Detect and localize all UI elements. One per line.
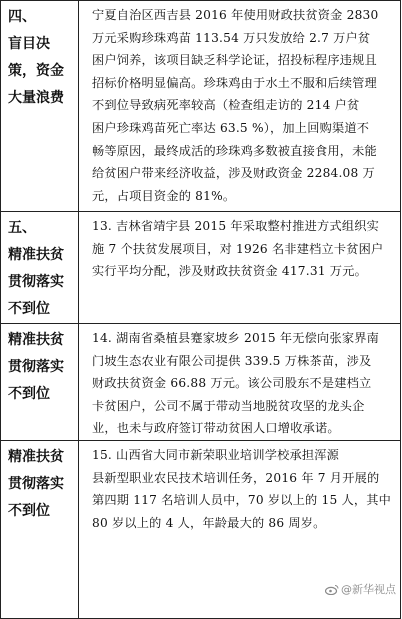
body-line: 施 7 个扶贫发展项目，对 1926 名非建档立卡贫困户	[92, 241, 384, 256]
weibo-icon	[325, 584, 339, 595]
body-line: 卡贫困户，公司不属于带动当地脱贫攻坚的龙头企	[92, 398, 365, 413]
body-line: 14. 湖南省桑植县蹇家坡乡 2015 年无偿向张家界南	[92, 331, 379, 345]
body-line: 业，也未与政府签订带动贫困人口增收承诺。	[92, 421, 340, 436]
category-line: 精准扶贫	[8, 247, 64, 263]
category-cell	[1, 440, 79, 618]
category-line: 不到位	[8, 502, 50, 519]
category-cell	[1, 1, 79, 212]
category-line: 策，资金	[8, 63, 64, 79]
category-line: 精准扶贫	[8, 448, 64, 465]
category-line: 贯彻落实	[8, 359, 64, 375]
category-line: 四、	[8, 9, 36, 25]
watermark	[325, 581, 396, 597]
body-line: 万元采购珍珠鸡苗 113.54 万只发放给 2.7 万户贫	[92, 30, 371, 45]
body-line: 给贫困户带来经济收益，涉及财政资金 2284.08 万	[92, 166, 375, 181]
body-line: 困户珍珠鸡苗死亡率达 63.5 %），加上回购渠道不	[92, 120, 370, 135]
body-cell	[79, 324, 401, 441]
body-line: 财政扶贫资金 66.88 万元。该公司股东不是建档立	[92, 376, 372, 391]
body-line: 实行平均分配，涉及财政扶贫资金 417.31 万元。	[92, 264, 367, 279]
body-line: 畅等原因，最终成活的珍珠鸡多数被直接食用，未能	[92, 143, 377, 158]
body-cell	[79, 212, 401, 324]
body-cell	[79, 1, 401, 212]
table-row	[1, 212, 401, 324]
category-line: 贯彻落实	[8, 475, 64, 492]
category-line: 贯彻落实	[8, 274, 64, 290]
category-line: 精准扶贫	[8, 332, 64, 348]
table-row	[1, 324, 401, 441]
body-line: 不到位导致病死率较高（检查组走访的 214 户贫	[92, 98, 360, 113]
watermark-text: @新华视点	[341, 583, 396, 596]
body-line: 县新型职业农民技术培训任务，2016 年 7 月开展的	[92, 470, 380, 485]
body-line: 第四期 117 名培训人员中，70 岁以上的 15 人，其中	[92, 493, 392, 508]
category-line: 五、	[8, 220, 36, 236]
body-line: 13. 吉林省靖宇县 2015 年采取整村推进方式组织实	[92, 219, 379, 233]
category-line: 不到位	[8, 301, 50, 317]
category-line: 大量浪费	[8, 90, 64, 106]
category-line: 不到位	[8, 386, 50, 402]
body-line: 元，占项目资金的 81%。	[92, 188, 236, 203]
category-cell	[1, 324, 79, 441]
category-cell	[1, 212, 79, 324]
table-row	[1, 1, 401, 212]
category-line: 盲目决	[8, 36, 50, 52]
body-line: 门坡生态农业有限公司提供 339.5 万株茶苗，涉及	[92, 353, 372, 368]
body-line: 80 岁以上的 4 人，年龄最大的 86 周岁。	[92, 515, 326, 530]
body-line: 15. 山西省大同市新荣职业培训学校承担浑源	[92, 447, 340, 462]
body-line: 招标价格明显偏高。珍珠鸡由于水土不服和后续管理	[92, 75, 377, 90]
body-line: 宁夏自治区西吉县 2016 年使用财政扶贫资金 2830	[92, 8, 379, 22]
body-line: 困户饲养，该项目缺乏科学论证，招投标程序违规且	[92, 53, 377, 68]
